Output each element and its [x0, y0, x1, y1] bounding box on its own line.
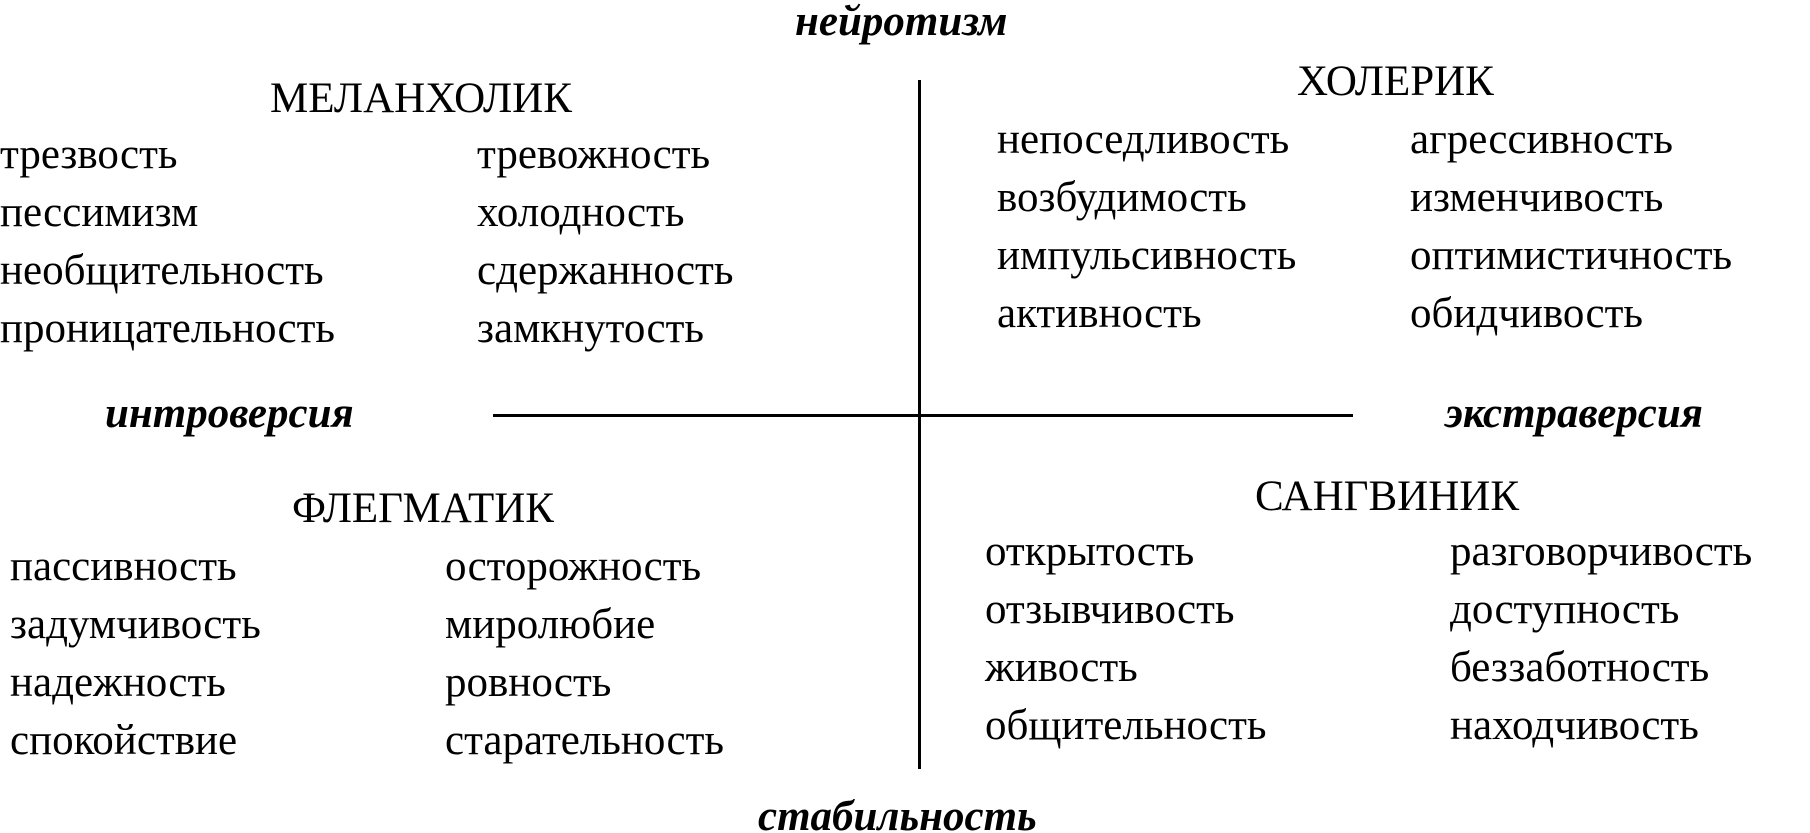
- sanguine-traits-left: [985, 530, 1267, 762]
- trait-item: замкнутость: [477, 305, 704, 352]
- trait-item: отзывчивость: [985, 586, 1235, 633]
- quadrant-title-choleric: ХОЛЕРИК: [1297, 58, 1494, 105]
- trait-item: сдержанность: [477, 247, 734, 294]
- trait-item: непоседливость: [997, 116, 1290, 163]
- melancholic-traits-right: [477, 133, 733, 365]
- trait-item: осторожность: [445, 543, 702, 590]
- trait-item: ровность: [445, 659, 612, 706]
- trait-item: оптимистичность: [1410, 232, 1733, 279]
- trait-item: активность: [997, 290, 1202, 337]
- trait-item: изменчивость: [1410, 174, 1664, 221]
- quadrant-title-sanguine: САНГВИНИК: [1255, 473, 1520, 520]
- trait-item: импульсивность: [997, 232, 1297, 279]
- axis-label-top: нейротизм: [795, 0, 1008, 45]
- trait-item: трезвость: [0, 131, 178, 178]
- trait-item: обидчивость: [1410, 290, 1643, 337]
- phlegmatic-traits-left: [10, 545, 261, 777]
- trait-item: проницательность: [0, 305, 336, 352]
- trait-item: необщительность: [0, 247, 324, 294]
- horizontal-axis-line: [493, 414, 1353, 417]
- vertical-axis-line: [918, 80, 921, 769]
- trait-item: пессимизм: [0, 189, 199, 236]
- trait-item: находчивость: [1450, 702, 1699, 749]
- trait-item: старательность: [445, 717, 724, 764]
- choleric-traits-right: [1410, 118, 1732, 350]
- melancholic-traits-left: [0, 133, 335, 365]
- trait-item: пассивность: [10, 543, 237, 590]
- trait-item: холодность: [477, 189, 685, 236]
- trait-item: открытость: [985, 528, 1195, 575]
- trait-item: беззаботность: [1450, 644, 1710, 691]
- trait-item: доступность: [1450, 586, 1680, 633]
- trait-item: надежность: [10, 659, 226, 706]
- trait-item: живость: [985, 644, 1138, 691]
- trait-item: тревожность: [477, 131, 711, 178]
- axis-label-bottom: стабильность: [758, 793, 1037, 833]
- trait-item: разговорчивость: [1450, 528, 1753, 575]
- quadrant-title-melancholic: МЕЛАНХОЛИК: [270, 75, 572, 122]
- trait-item: спокойствие: [10, 717, 238, 764]
- axis-label-right: экстраверсия: [1445, 390, 1703, 437]
- trait-item: общительность: [985, 702, 1267, 749]
- trait-item: возбудимость: [997, 174, 1247, 221]
- sanguine-traits-right: [1450, 530, 1752, 762]
- quadrant-title-phlegmatic: ФЛЕГМАТИК: [292, 485, 554, 532]
- trait-item: миролюбие: [445, 601, 656, 648]
- phlegmatic-traits-right: [445, 545, 724, 777]
- choleric-traits-left: [997, 118, 1296, 350]
- axis-label-left: интроверсия: [105, 390, 354, 437]
- trait-item: агрессивность: [1410, 116, 1673, 163]
- trait-item: задумчивость: [10, 601, 261, 648]
